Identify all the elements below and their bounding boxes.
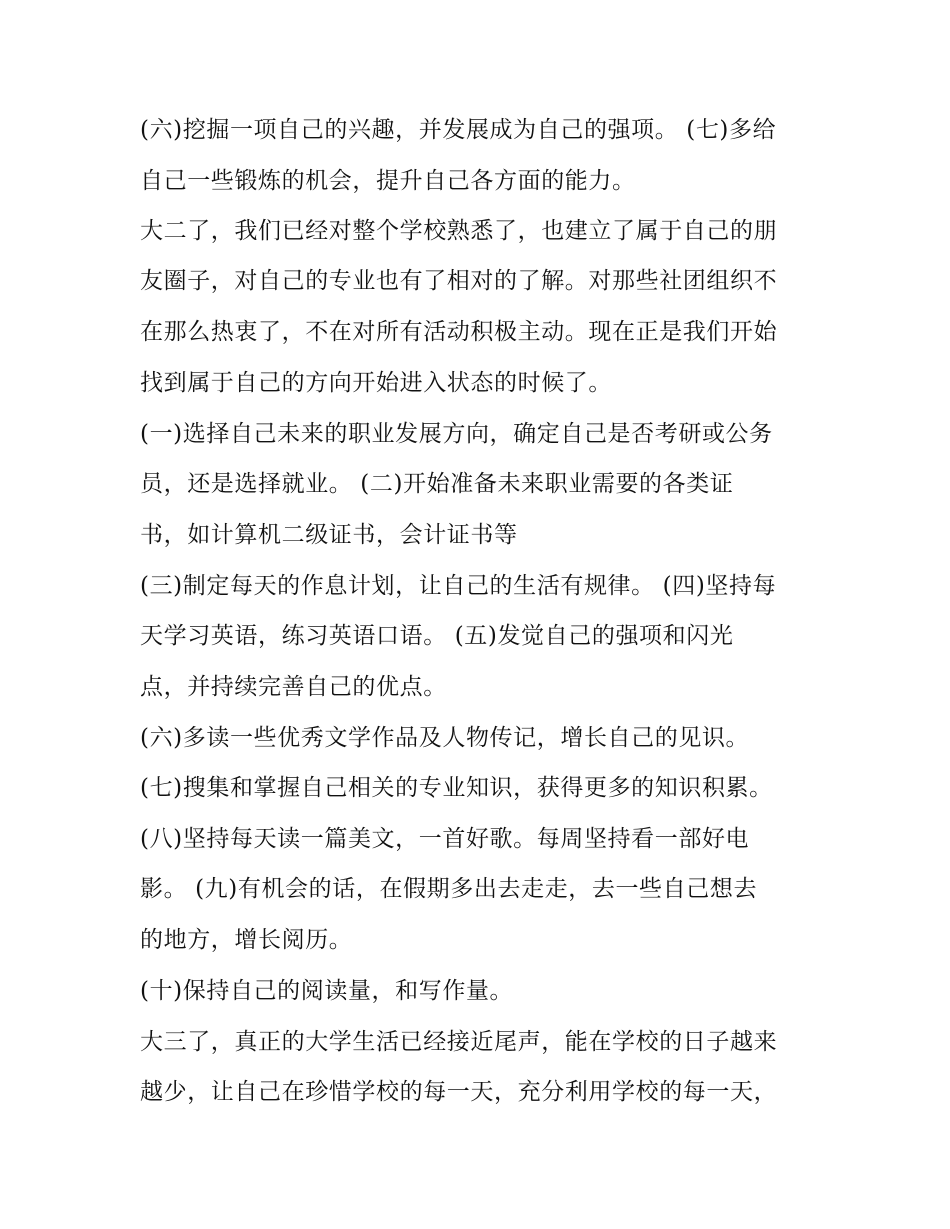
text-line: 友圈子，对自己的专业也有了相对的了解。对那些社团组织不	[140, 268, 778, 294]
text-line: 影。 (九)有机会的话，在假期多出去走走，去一些自己想去	[140, 876, 758, 902]
text-line: 的地方，增长阅历。	[140, 927, 353, 953]
text-line: (六)挖掘一项自己的兴趣，并发展成为自己的强项。 (七)多给	[140, 117, 777, 143]
text-line: 自己一些锻炼的机会，提升自己各方面的能力。	[140, 168, 636, 194]
text-line: 在那么热衷了，不在对所有活动积极主动。现在正是我们开始	[140, 319, 778, 345]
text-line: 大三了，真正的大学生活已经接近尾声，能在学校的日子越来	[140, 1029, 778, 1055]
text-line: 大二了，我们已经对整个学校熟悉了，也建立了属于自己的朋	[140, 218, 778, 244]
text-line: (十)保持自己的阅读量，和写作量。	[140, 978, 514, 1004]
text-line: 员，还是选择就业。 (二)开始准备未来职业需要的各类证	[140, 471, 734, 497]
text-line: 天学习英语，练习英语口语。 (五)发觉自己的强项和闪光	[140, 623, 734, 649]
text-line: (八)坚持每天读一篇美文，一首好歌。每周坚持看一部好电	[140, 826, 750, 852]
text-line: (六)多读一些优秀文学作品及人物传记，增长自己的见识。	[140, 725, 750, 751]
text-line: (七)搜集和掌握自己相关的专业知识，获得更多的知识积累。	[140, 775, 773, 801]
text-line: 书，如计算机二级证书，会计证书等	[140, 522, 518, 548]
text-line: 找到属于自己的方向开始进入状态的时候了。	[140, 370, 612, 396]
text-line: 点，并持续完善自己的优点。	[140, 674, 447, 700]
text-line: (三)制定每天的作息计划，让自己的生活有规律。 (四)坚持每	[140, 573, 777, 599]
text-line: 越少，让自己在珍惜学校的每一天，充分利用学校的每一天，	[140, 1079, 778, 1105]
text-line: (一)选择自己未来的职业发展方向，确定自己是否考研或公务	[140, 421, 773, 447]
